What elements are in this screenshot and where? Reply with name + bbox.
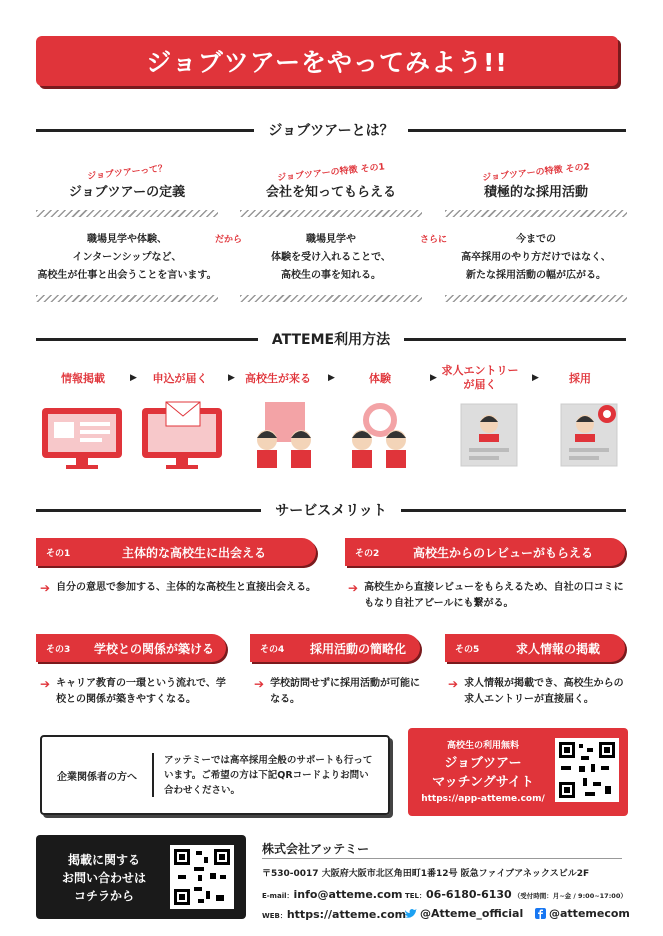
- application-icon: [140, 400, 225, 470]
- entry-card-icon: [455, 400, 525, 470]
- zigzag-divider: [240, 295, 422, 302]
- company-address: 〒530-0017 大阪府大阪市北区角田町1番12号 阪急ファイブアネックスビル2F: [262, 869, 590, 879]
- merit-text: キャリア教育の一環という流れで、学校との関係が築きやすくなる。: [56, 678, 226, 705]
- inquiry-box[interactable]: [36, 835, 246, 919]
- inquiry-line: お問い合わせは: [61, 871, 146, 885]
- twitter-row[interactable]: [405, 907, 523, 920]
- merit-body: [254, 676, 424, 708]
- email-link[interactable]: info@atteme.com: [293, 888, 403, 901]
- merit-body: [40, 676, 235, 708]
- merit-pill: [445, 634, 625, 662]
- web-link[interactable]: https://atteme.com: [286, 908, 407, 921]
- web-row: [262, 908, 406, 921]
- merits-heading: サービスメリット: [275, 503, 387, 519]
- zigzag-divider: [240, 210, 422, 217]
- step-arrow-icon: ▶: [130, 373, 137, 383]
- about-heading: ジョブツアーとは？: [268, 123, 394, 139]
- step-arrow-icon: ▶: [532, 373, 539, 383]
- about-col-body-line: 職場見学や: [306, 234, 356, 245]
- main-title: ジョブツアーをやってみよう!!: [146, 48, 508, 77]
- step-arrow-icon: ▶: [328, 373, 335, 383]
- corporate-box: [40, 735, 390, 815]
- corporate-label: 企業関係者の方へ: [57, 771, 137, 783]
- about-col-body-line: 新たな採用活動の幅が広がる。: [466, 270, 606, 281]
- students-icon: [245, 400, 325, 470]
- about-col-sub: ジョブツアーの特徴 その1: [276, 162, 386, 184]
- step-label: 体験: [369, 372, 391, 385]
- merit-body: [448, 676, 628, 708]
- site-sub: 高校生の利用無料: [446, 741, 519, 751]
- about-col-body-line: 職場見学や体験、: [87, 234, 167, 245]
- merit-title: 求人情報の掲載: [515, 641, 600, 656]
- merit-body: [40, 580, 325, 596]
- merit-num: その3: [46, 644, 71, 655]
- merit-body: [348, 580, 628, 612]
- step-arrow-icon: ▶: [228, 373, 235, 383]
- connector-sarani: さらに: [420, 235, 448, 245]
- facebook-row[interactable]: [535, 907, 630, 920]
- step-arrow-icon: ▶: [430, 373, 437, 383]
- zigzag-divider: [36, 295, 218, 302]
- main-title-banner: [36, 36, 618, 86]
- about-col-body-line: 今までの: [516, 234, 556, 245]
- merit-text: 学校訪問せずに採用活動が可能になる。: [270, 678, 421, 705]
- connector-dakara: だから: [215, 235, 243, 245]
- step-label: 申込が届く: [152, 372, 208, 385]
- merit-text: 自分の意思で参加する、主体的な高校生と直接出会える。: [56, 582, 317, 593]
- merit-text: 求人情報が掲載でき、高校生からの求人エントリーが直接届く。: [464, 678, 624, 705]
- inquiry-line: コチラから: [73, 889, 134, 903]
- site-title-1: ジョブツアー: [444, 756, 522, 771]
- twitter-icon: [405, 909, 417, 919]
- facebook-icon: [535, 908, 546, 919]
- company-name: 株式会社アッテミー: [262, 842, 370, 856]
- about-col-body-line: 高校生が仕事と出会うことを言います。: [37, 270, 217, 281]
- usage-heading: ATTEME利用方法: [271, 332, 391, 348]
- about-col-definition: [36, 160, 218, 302]
- about-col-sub: ジョブツアーって？: [86, 163, 168, 183]
- about-col-feature2: [445, 160, 627, 302]
- merit-num: その5: [455, 644, 480, 655]
- step-label: 高校生が来る: [245, 372, 311, 385]
- experience-icon: [340, 400, 420, 470]
- step-label: 採用: [569, 372, 591, 385]
- about-col-sub: ジョブツアーの特徴 その2: [481, 162, 591, 184]
- site-url[interactable]: https://app-atteme.com/: [421, 794, 545, 804]
- matching-site-box[interactable]: [408, 728, 628, 816]
- corporate-body: アッテミーでは高卒採用全般のサポートも行っています。ご希望の方は下記QRコードよりお問い合わせください。: [164, 754, 373, 796]
- zigzag-divider: [445, 210, 627, 217]
- merit-text: 高校生から直接レビューをもらえるため、自社の口コミにもなり自社アピールにも繋がる。: [364, 582, 624, 609]
- arrow-right-icon: ➔: [254, 677, 265, 691]
- merit-pill: [345, 538, 625, 566]
- tel-label: TEL：: [405, 892, 427, 900]
- tel-row: [405, 888, 627, 901]
- merit-pill: [36, 634, 226, 662]
- about-col-body-line: 体験を受け入れることで、: [271, 252, 391, 263]
- about-col-feature1: [240, 160, 422, 302]
- site-title-2: マッチングサイト: [432, 775, 534, 790]
- monitor-icon: [40, 400, 125, 470]
- about-col-title: 積極的な採用活動: [483, 185, 588, 200]
- merit-title: 採用活動の簡略化: [309, 641, 406, 656]
- merit-num: その4: [260, 644, 285, 655]
- about-col-title: ジョブツアーの定義: [68, 185, 186, 200]
- inquiry-line: 掲載に関する: [67, 853, 140, 867]
- company-divider: [262, 858, 622, 859]
- tel-number[interactable]: 06-6180-6130: [426, 888, 512, 901]
- merit-num: その2: [355, 548, 380, 559]
- email-row: [262, 888, 403, 901]
- about-col-body-line: インターンシップなど、: [72, 252, 182, 263]
- merit-pill: [36, 538, 316, 566]
- facebook-handle[interactable]: @attemecom: [549, 907, 630, 920]
- arrow-right-icon: ➔: [448, 677, 459, 691]
- hired-card-icon: [555, 400, 625, 470]
- merit-title: 主体的な高校生に出会える: [121, 545, 266, 560]
- merits-section-header: [36, 500, 626, 520]
- about-col-body-line: 高卒採用のやり方だけではなく、: [461, 252, 611, 263]
- zigzag-divider: [36, 210, 218, 217]
- email-label: E-mail：: [262, 892, 294, 900]
- about-section-header: [36, 120, 626, 140]
- about-col-title: 会社を知ってもらえる: [265, 185, 396, 200]
- qr-code-icon[interactable]: [170, 845, 234, 909]
- arrow-right-icon: ➔: [348, 581, 359, 595]
- merit-title: 高校生からのレビューがもらえる: [412, 545, 593, 560]
- usage-section-header: [36, 329, 626, 349]
- merit-title: 学校との関係が築ける: [93, 641, 214, 656]
- web-label: WEB：: [262, 912, 287, 920]
- arrow-right-icon: ➔: [40, 581, 51, 595]
- about-col-body-line: 高校生の事を知れる。: [281, 270, 381, 281]
- merit-num: その1: [46, 548, 71, 559]
- tel-hours: （受付時間：月~金 / 9:00~17:00）: [513, 892, 627, 900]
- arrow-right-icon: ➔: [40, 677, 51, 691]
- merit-pill: [250, 634, 420, 662]
- zigzag-divider: [445, 295, 627, 302]
- step-label: 求人エントリー が届く: [441, 364, 519, 391]
- step-label: 情報掲載: [61, 372, 105, 385]
- qr-code-icon[interactable]: [555, 738, 619, 802]
- twitter-handle[interactable]: @Atteme_official: [420, 907, 524, 920]
